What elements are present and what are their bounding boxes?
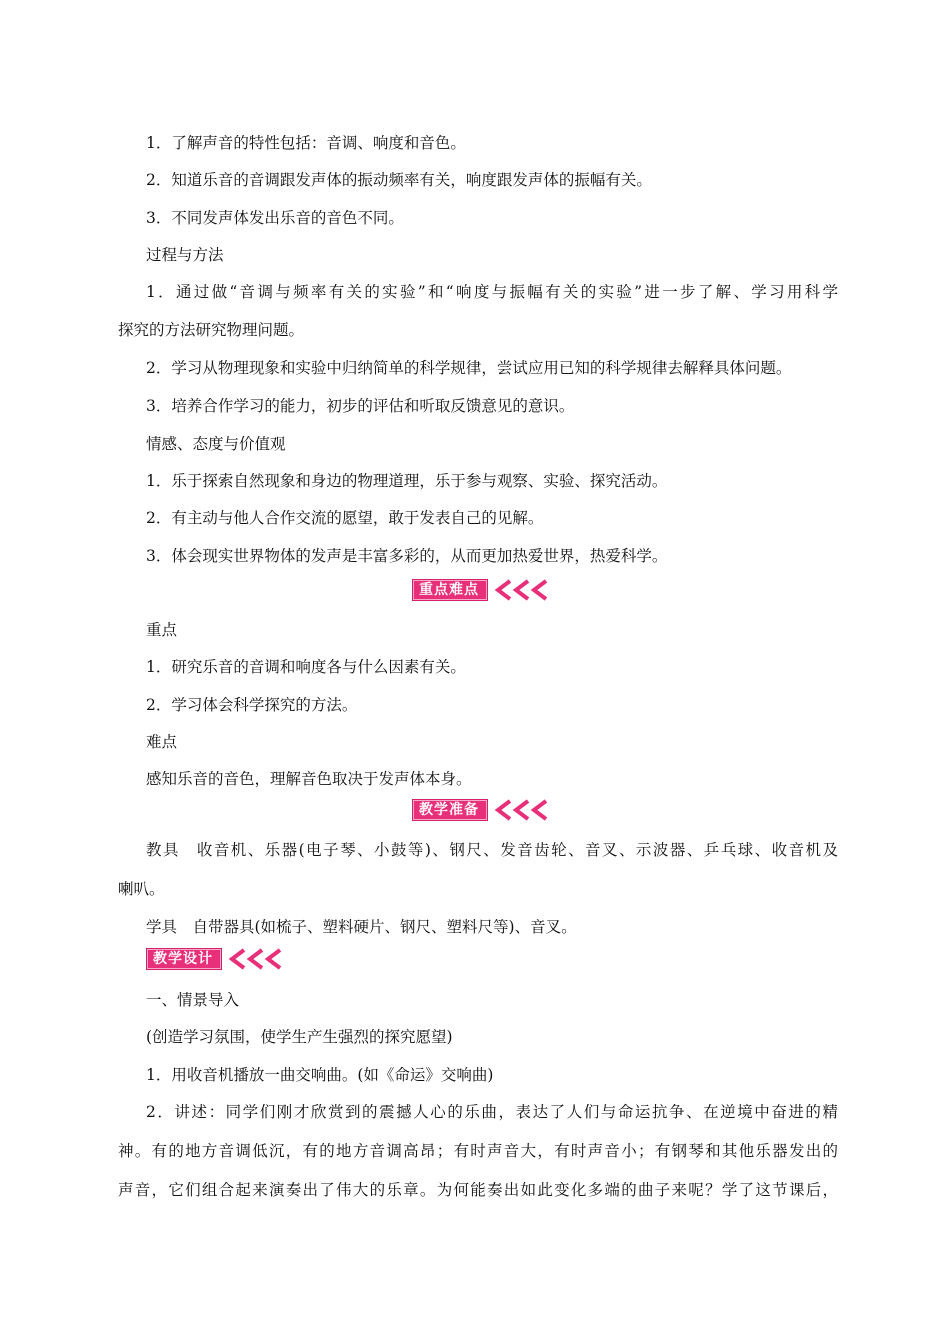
chevron-left-icon (490, 799, 554, 821)
student-equipment: 学具 自带器具(如梳子、塑料硬片、钢尺、塑料尺等)、音叉。 (146, 918, 577, 936)
key-points-banner (412, 578, 554, 602)
process-item-1-line-1: 1．通过做“音调与频率有关的实验”和“响度与振幅有关的实验”进一步了解、学习用科学 (146, 283, 838, 301)
design-step-2-line-1: 2．讲述：同学们刚才欣赏到的震撼人心的乐曲，表达了人们与命运抗争、在逆境中奋进的精 (146, 1103, 838, 1121)
knowledge-goal-3: 3．不同发声体发出乐音的音色不同。 (146, 209, 404, 227)
process-item-2: 2．学习从物理现象和实验中归纳简单的科学规律，尝试应用已知的科学规律去解释具体问题。 (146, 359, 792, 377)
difficult-text: 感知乐音的音色，理解音色取决于发声体本身。 (146, 770, 472, 788)
preparation-banner-label: 教学准备 (412, 799, 488, 821)
design-section-1-title: 一、情景导入 (146, 991, 240, 1009)
process-item-3: 3．培养合作学习的能力，初步的评估和听取反馈意见的意识。 (146, 397, 575, 415)
design-banner-label: 教学设计 (146, 948, 222, 970)
emotion-item-1: 1．乐于探索自然现象和身边的物理道理，乐于参与观察、实验、探究活动。 (146, 472, 668, 490)
key-points-banner-label: 重点难点 (412, 579, 488, 601)
preparation-banner (412, 798, 554, 822)
design-step-2-line-3: 声音，它们组合起来演奏出了伟大的乐章。为何能奏出如此变化多端的曲子来呢？学了这节课后， (118, 1181, 838, 1199)
knowledge-goal-2: 2．知道乐音的音调跟发声体的振动频率有关，响度跟发声体的振幅有关。 (146, 171, 652, 189)
emotion-item-3: 3．体会现实世界物体的发声是丰富多彩的，从而更加热爱世界，热爱科学。 (146, 547, 668, 565)
key-heading: 重点 (146, 621, 178, 639)
difficult-heading: 难点 (146, 733, 178, 751)
chevron-left-icon (490, 579, 554, 601)
process-heading: 过程与方法 (146, 246, 224, 264)
teacher-equipment-line-1: 教具 收音机、乐器(电子琴、小鼓等)、钢尺、发音齿轮、音叉、示波器、乒乓球、收音机及 (146, 841, 838, 859)
knowledge-goal-1: 1．了解声音的特性包括：音调、响度和音色。 (146, 134, 466, 152)
design-banner (146, 947, 288, 971)
process-item-1-line-2: 探究的方法研究物理问题。 (118, 321, 305, 339)
design-step-1: 1．用收音机播放一曲交响曲。(如《命运》交响曲) (146, 1066, 494, 1084)
teacher-equipment-line-2: 喇叭。 (118, 880, 165, 898)
key-item-1: 1．研究乐音的音调和响度各与什么因素有关。 (146, 658, 466, 676)
chevron-left-icon (224, 948, 288, 970)
emotion-heading: 情感、态度与价值观 (146, 435, 286, 453)
design-section-1-note: (创造学习氛围，使学生产生强烈的探究愿望) (146, 1028, 453, 1046)
design-step-2-line-2: 神。有的地方音调低沉，有的地方音调高昂；有时声音大，有时声音小；有钢琴和其他乐器发出的 (118, 1142, 838, 1160)
key-item-2: 2．学习体会科学探究的方法。 (146, 696, 358, 714)
emotion-item-2: 2．有主动与他人合作交流的愿望，敢于发表自己的见解。 (146, 509, 544, 527)
